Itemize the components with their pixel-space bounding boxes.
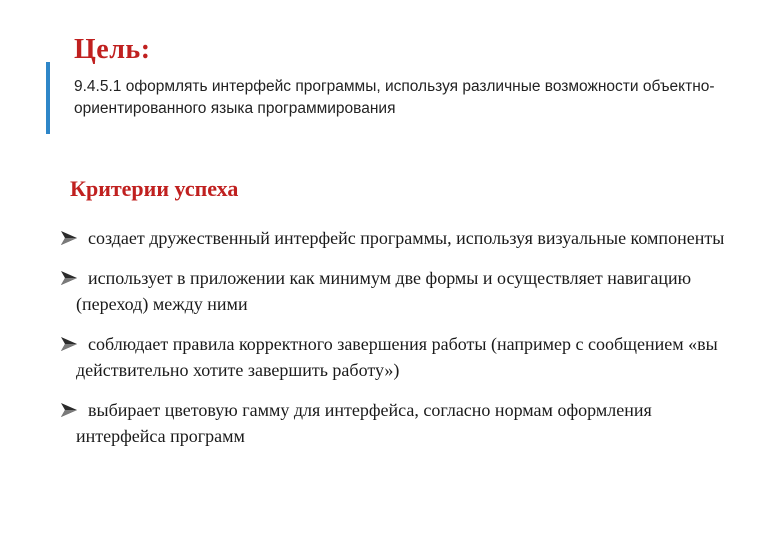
goal-title: Цель: — [74, 34, 151, 65]
criteria-item-text: создает дружественный интерфейс программы, используя визуальные компоненты — [88, 228, 725, 248]
arrow-bullet-icon — [60, 402, 82, 418]
criteria-item — [60, 397, 740, 449]
criteria-list — [60, 225, 740, 463]
arrow-bullet-icon — [60, 230, 82, 246]
goal-text: 9.4.5.1 оформлять интерфейс программы, используя различные возможности объектно-ориентированного языка программирования — [74, 78, 715, 117]
accent-bar — [46, 62, 50, 134]
criteria-item — [60, 265, 740, 317]
criteria-item-text: использует в приложении как минимум две формы и осуществляет навигацию (переход) между ними — [76, 268, 692, 314]
criteria-item — [60, 225, 740, 251]
criteria-item — [60, 331, 740, 383]
arrow-bullet-icon — [60, 336, 82, 352]
criteria-item-text: выбирает цветовую гамму для интерфейса, согласно нормам оформления интерфейса программ — [76, 400, 652, 446]
criteria-item-text: соблюдает правила корректного завершения работы (например с сообщением «вы действительно хотите завершить работу») — [76, 334, 718, 380]
criteria-title: Критерии успеха — [70, 176, 239, 201]
arrow-bullet-icon — [60, 270, 82, 286]
